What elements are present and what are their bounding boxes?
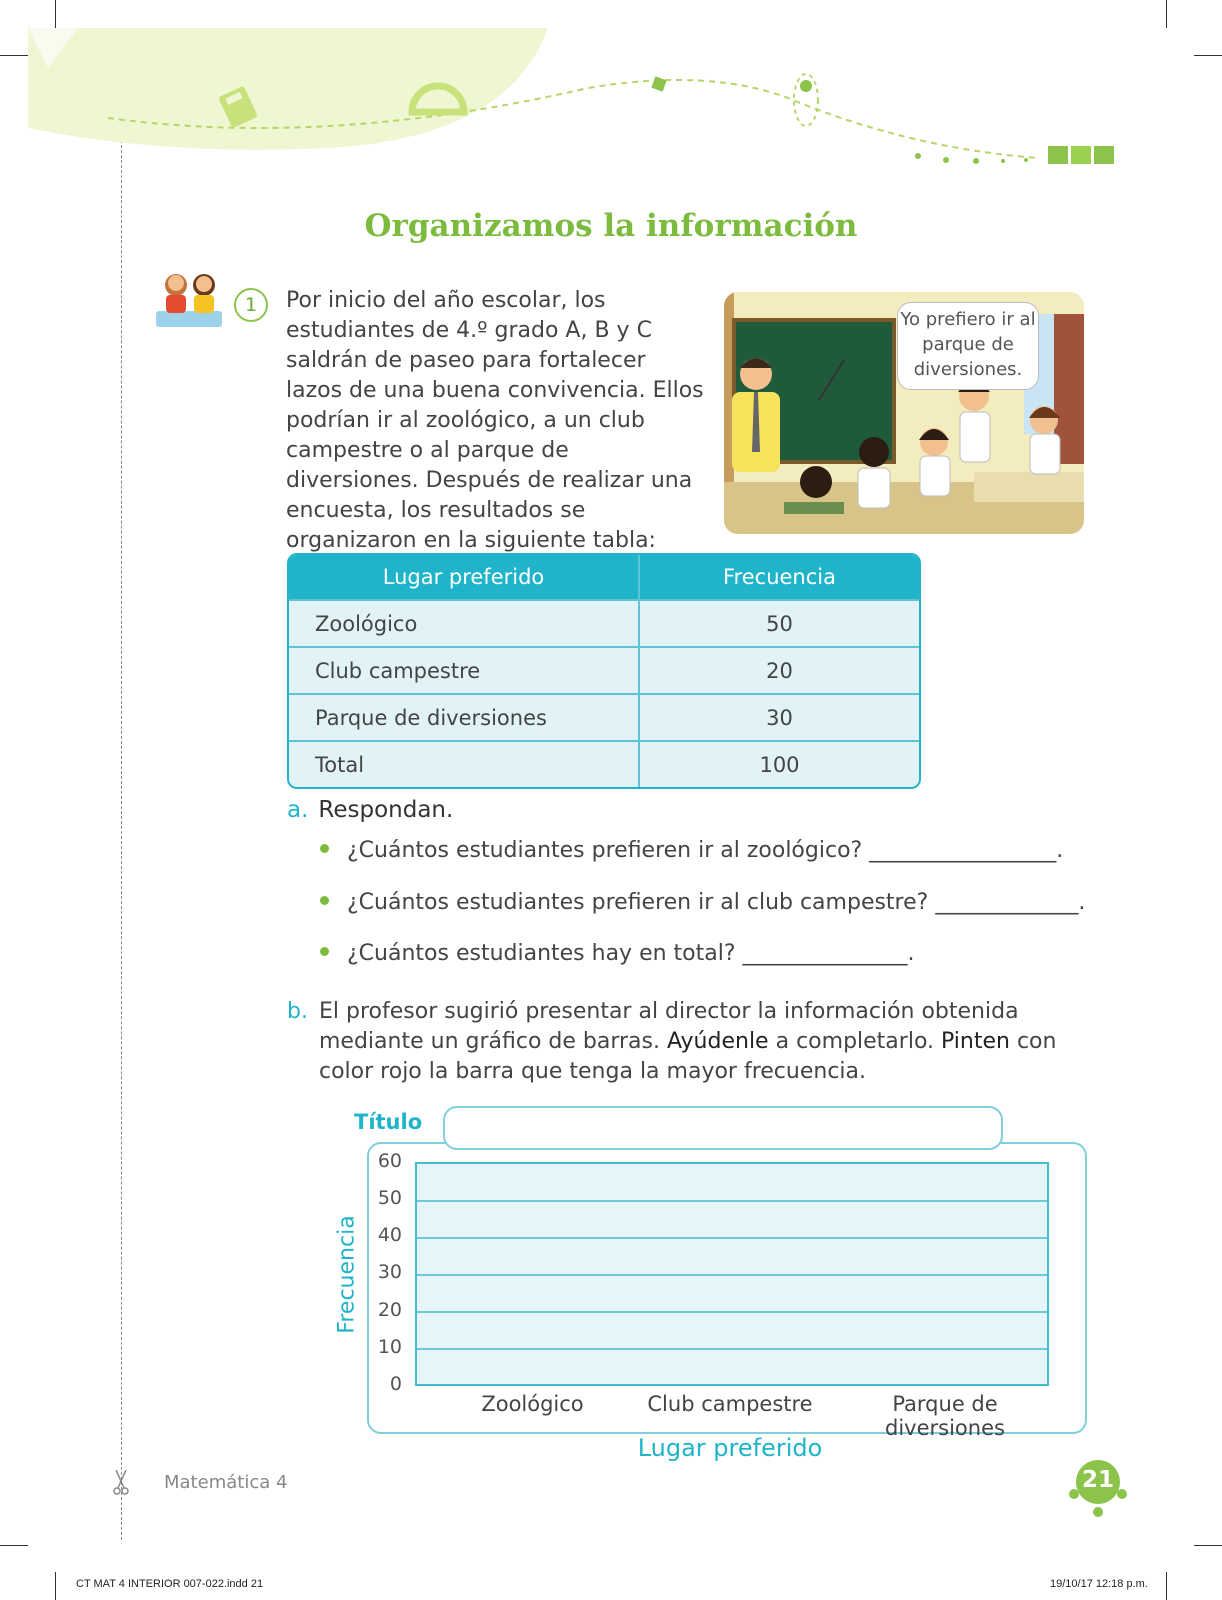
table-row — [289, 646, 919, 693]
print-slug-file: CT MAT 4 INTERIOR 007-022.indd 21 — [76, 1578, 264, 1590]
question-emphasis: Ayúdenle — [666, 1029, 769, 1054]
question-a-label: Respondan — [318, 797, 447, 823]
table-cell: Club campestre — [289, 646, 638, 693]
y-tick-label: 0 — [389, 1373, 402, 1395]
table-row — [289, 740, 919, 787]
crop-mark — [1194, 1545, 1222, 1546]
question-text: ¿Cuántos estudiantes prefieren ir al club campestre? _____________. — [347, 890, 1086, 915]
question-letter: a. — [287, 797, 309, 823]
x-category-label: Parque de diversiones — [885, 1392, 1005, 1440]
group-work-icon — [152, 271, 228, 331]
table-cell: 100 — [638, 740, 919, 787]
table-row — [289, 599, 919, 646]
book-name: Matemática 4 — [164, 1472, 288, 1493]
question-text: ¿Cuántos estudiantes hay en total? _______________. — [347, 941, 915, 966]
column-header: Lugar preferido — [289, 555, 638, 599]
bullet-icon — [320, 896, 329, 905]
chart-title-field[interactable] — [443, 1106, 1003, 1150]
y-tick-label: 40 — [377, 1224, 402, 1246]
y-tick-label: 60 — [377, 1150, 402, 1172]
intro-paragraph: Por inicio del año escolar, los estudiantes de 4.º grado A, B y C saldrán de paseo para fortalecer lazos de una buena convivencia. Ellos podrían ir al zoológico, a un club campestre o al parque de diversiones. Después de realizar una encuesta, los resultados se organizaron en la siguiente tabla: — [286, 288, 704, 553]
bullet-icon — [320, 844, 329, 853]
frequency-table — [287, 553, 921, 789]
question-text: con color rojo la barra que tenga la mayor frecuencia. — [319, 1029, 1057, 1084]
question-item — [320, 838, 1063, 863]
page-title: Organizamos la información — [364, 208, 858, 244]
crop-mark — [1166, 0, 1167, 28]
speech-bubble: Yo prefiero ir al parque de diversiones. — [897, 302, 1039, 390]
crop-mark — [1194, 55, 1222, 56]
print-slug-date: 19/10/17 12:18 p.m. — [1050, 1578, 1148, 1590]
table-cell: 50 — [638, 599, 919, 646]
chart-grid — [414, 1160, 1054, 1390]
x-axis-label: Lugar preferido — [637, 1434, 823, 1462]
y-tick-label: 20 — [377, 1299, 402, 1321]
table-row — [289, 693, 919, 740]
bullet-icon — [320, 947, 329, 956]
x-category-label: Club campestre — [647, 1392, 813, 1416]
activity-number: 1 — [234, 288, 268, 322]
x-category-label: Zoológico — [481, 1392, 584, 1416]
cut-line — [121, 30, 122, 1540]
table-cell: Total — [289, 740, 638, 787]
question-text: El profesor sugirió presentar al director la información obtenida mediante un gráfico de barras. — [319, 999, 1019, 1054]
table-cell: Zoológico — [289, 599, 638, 646]
question-item — [320, 941, 915, 966]
crop-mark — [55, 0, 56, 28]
question-letter: b. — [287, 999, 308, 1024]
crop-mark — [0, 1545, 28, 1546]
cubes-icon — [1048, 146, 1114, 164]
page-number: 21 — [1081, 1467, 1114, 1493]
table-cell: 30 — [638, 693, 919, 740]
table-header-row — [289, 555, 919, 599]
crop-mark — [0, 55, 28, 56]
table-cell: Parque de diversiones — [289, 693, 638, 740]
header-decoration — [28, 28, 1138, 178]
y-tick-label: 30 — [377, 1261, 402, 1283]
y-axis-label: Frecuencia — [334, 1215, 360, 1334]
chart-title-label: Título — [354, 1110, 423, 1134]
table-cell: 20 — [638, 646, 919, 693]
column-header: Frecuencia — [638, 555, 919, 599]
question-item — [320, 890, 1085, 915]
crop-mark — [55, 1572, 56, 1600]
y-tick-label: 10 — [377, 1336, 402, 1358]
question-a-heading: a. Respondan. — [287, 797, 454, 823]
scissors-icon — [112, 1470, 130, 1496]
crop-mark — [1166, 1572, 1167, 1600]
question-text: ¿Cuántos estudiantes prefieren ir al zoológico? _________________. — [347, 838, 1064, 863]
y-tick-label: 50 — [377, 1187, 402, 1209]
question-b — [287, 997, 1087, 1087]
question-text: a completarlo. — [768, 1029, 941, 1054]
question-emphasis: Pinten — [941, 1029, 1010, 1054]
